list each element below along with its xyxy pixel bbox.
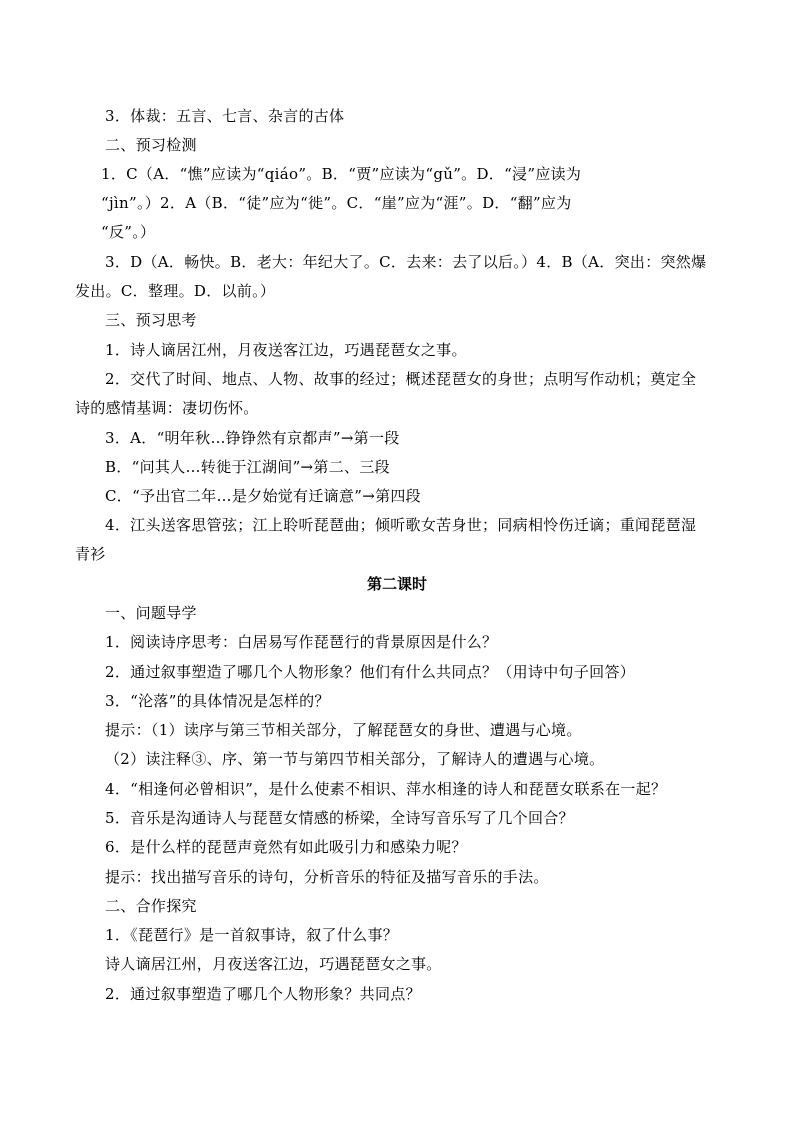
hint-text: 提示：（1）读序与第三节相关部分，了解琵琶女的身世、遭遇与心境。 xyxy=(105,721,582,739)
text-line: 2．交代了时间、地点、人物、故事的经过；概述琵琶女的身世；点明写作动机；奠定全 xyxy=(105,370,697,388)
text-line: “反”。） xyxy=(101,223,156,241)
question-item: 6．是什么样的琵琶声竟然有如此吸引力和感染力呢？ xyxy=(105,838,467,856)
text-line: 诗的感情基调：凄切伤怀。 xyxy=(75,399,259,417)
text-line: 1．C（A．“憔”应读为“qiáo”。B．“贾”应读为“gǔ”。D．“浸”应读为 xyxy=(101,165,582,183)
question-item: 5．音乐是沟通诗人与琵琶女情感的桥梁，全诗写音乐写了几个回合？ xyxy=(105,809,574,827)
lesson-title: 第二课时 xyxy=(366,575,427,593)
question-item: 1．《琵琶行》是一首叙事诗，叙了什么事？ xyxy=(105,926,399,944)
text-line: 4．江头送客思管弦；江上聆听琵琶曲；倾听歌女苦身世；同病相怜伤迁谪；重闻琵琶湿 xyxy=(105,516,697,534)
answer-text: 诗人谪居江州，月夜送客江边，巧遇琵琶女之事。 xyxy=(105,955,442,973)
question-item: 2．通过叙事塑造了哪几个人物形象？共同点？ xyxy=(105,985,421,1003)
hint-text: 提示：找出描写音乐的诗句，分析音乐的特征及描写音乐的手法。 xyxy=(105,868,549,886)
section-heading: 二、预习检测 xyxy=(105,136,197,154)
section-heading: 三、预习思考 xyxy=(105,311,197,329)
text-line: “jìn”。）2．A（B．“徒”应为“徙”。C．“崖”应为“涯”。D．“翻”应为 xyxy=(101,194,572,212)
text-line: 3．D（A．畅快。B．老大：年纪大了。C．去来：去了以后。）4．B（A．突出：突然爆 xyxy=(105,253,707,271)
text-line: 1．诗人谪居江州，月夜送客江边，巧遇琵琶女之事。 xyxy=(105,341,467,359)
section-heading: 一、问题导学 xyxy=(105,604,197,622)
question-item: 4．“相逢何必曾相识”，是什么使素不相识、萍水相逢的诗人和琵琶女联系在一起？ xyxy=(105,780,667,798)
text-line: 3．体裁：五言、七言、杂言的古体 xyxy=(105,107,345,125)
question-item: 2．通过叙事塑造了哪几个人物形象？他们有什么共同点？（用诗中句子回答） xyxy=(105,663,636,681)
text-line: 发出。C．整理。D．以前。） xyxy=(75,282,276,300)
section-heading: 二、合作探究 xyxy=(105,897,197,915)
text-line: C．“予出官二年…是夕始觉有迁谪意”→第四段 xyxy=(105,487,421,505)
question-item: 1．阅读诗序思考：白居易写作琵琶行的背景原因是什么？ xyxy=(105,633,498,651)
text-line: B．“问其人…转徙于江湖间”→第二、三段 xyxy=(105,458,390,476)
question-item: 3．“沦落”的具体情况是怎样的？ xyxy=(105,692,330,710)
hint-text: （2）读注释③、序、第一节与第四节相关部分，了解诗人的遭遇与心境。 xyxy=(105,750,605,768)
text-line: 青衫 xyxy=(75,545,106,563)
text-line: 3．A．“明年秋…铮铮然有京都声”→第一段 xyxy=(105,429,400,447)
